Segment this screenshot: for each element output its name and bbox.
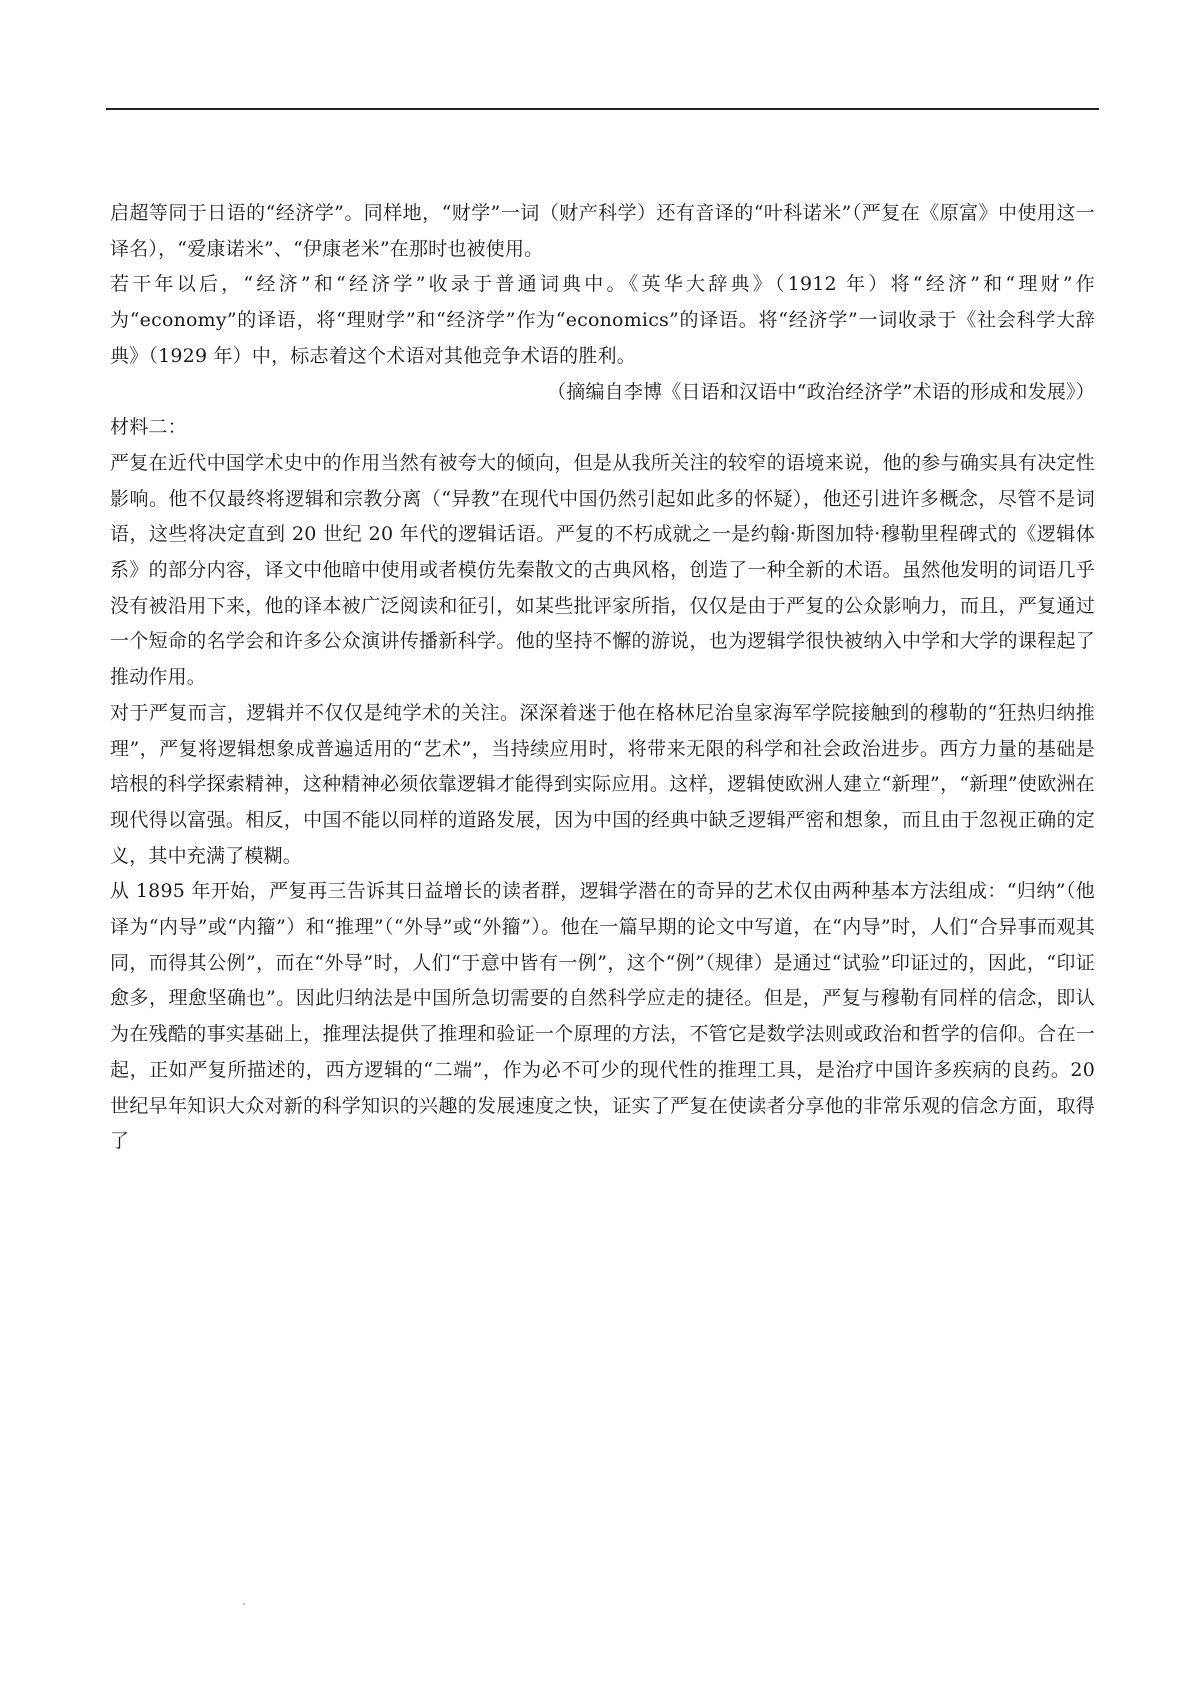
paragraph-4: 对于严复而言，逻辑并不仅仅是纯学术的关注。深深着迷于他在格林尼治皇家海军学院接触到的穆勒的“狂热归纳推理”，严复将逻辑想象成普遍适用的“艺术”，当持续应用时，将带来无限的科学和社会政治进步。西方力量的基础是培根的科学探索精神，这种精神必须依靠逻辑才能得到实际应用。这样，逻辑使欧洲人建立“新理”，“新理”使欧洲在现代得以富强。相反，中国不能以同样的道路发展，因为中国的经典中缺乏逻辑严密和想象，而且由于忽视正确的定义，其中充满了模糊。 — [110, 701, 1095, 867]
paragraph-2: 若干年以后，“经济”和“经济学”收录于普通词典中。《英华大辞典》（1912 年）将“经济”和“理财”作为“economy”的译语，将“理财学”和“经济学”作为“economics”的译语。将“经济学”一词收录于《社会科学大辞典》（1929 年）中，标志着这个术语对其他竞争术语的胜利。 — [110, 273, 1095, 367]
document-body — [110, 196, 1095, 1160]
footer-mark — [243, 1603, 245, 1605]
paragraph-5: 从 1895 年开始，严复再三告诉其日益增长的读者群，逻辑学潜在的奇异的艺术仅由两种基本方法组成：“归纳”（他译为“内导”或“内籀”）和“推理”（“外导”或“外籀”）。他在一篇早期的论文中写道，在“内导”时，人们“合异事而观其同，而得其公例”，而在“外导”时，人们“于意中皆有一例”，这个“例”（规律）是通过“试验”印证过的，因此，“印证愈多，理愈坚确也”。因此归纳法是中国所急切需要的自然科学应走的捷径。但是，严复与穆勒有同样的信念，即认为在残酷的事实基础上，推理法提供了推理和验证一个原理的方法，不管它是数学法则或政治和哲学的信仰。合在一起，正如严复所描述的，西方逻辑的“二端”，作为必不可少的现代性的推理工具，是治疗中国许多疾病的良药。20 世纪早年知识大众对新的科学知识的兴趣的发展速度之快，证实了严复在使读者分享他的非常乐观的信念方面，取得了 — [110, 880, 1095, 1153]
paragraph-1: 启超等同于日语的“经济学”。同样地，“财学”一词（财产科学）还有音译的“叶科诺米”（严复在《原富》中使用这一译名），“爱康诺米”、“伊康老米”在那时也被使用。 — [110, 202, 1095, 260]
material-two-heading: 材料二： — [110, 416, 187, 439]
source-citation: （摘编自李博《日语和汉语中“政治经济学”术语的形成和发展》） — [547, 380, 1095, 403]
paragraph-3: 严复在近代中国学术史中的作用当然有被夸大的倾向，但是从我所关注的较窄的语境来说，他的参与确实具有决定性影响。他不仅最终将逻辑和宗教分离（“异教”在现代中国仍然引起如此多的怀疑），他还引进许多概念，尽管不是词语，这些将决定直到 20 世纪 20 年代的逻辑话语。严复的不朽成就之一是约翰·斯图加特·穆勒里程碑式的《逻辑体系》的部分内容，译文中他暗中使用或者模仿先秦散文的古典风格，创造了一种全新的术语。虽然他发明的词语几乎没有被沿用下来，他的译本被广泛阅读和征引，如某些批评家所指，仅仅是由于严复的公众影响力，而且，严复通过一个短命的名学会和许多公众演讲传播新科学。他的坚持不懈的游说，也为逻辑学很快被纳入中学和大学的课程起了推动作用。 — [110, 451, 1095, 689]
header-rule — [106, 108, 1099, 110]
